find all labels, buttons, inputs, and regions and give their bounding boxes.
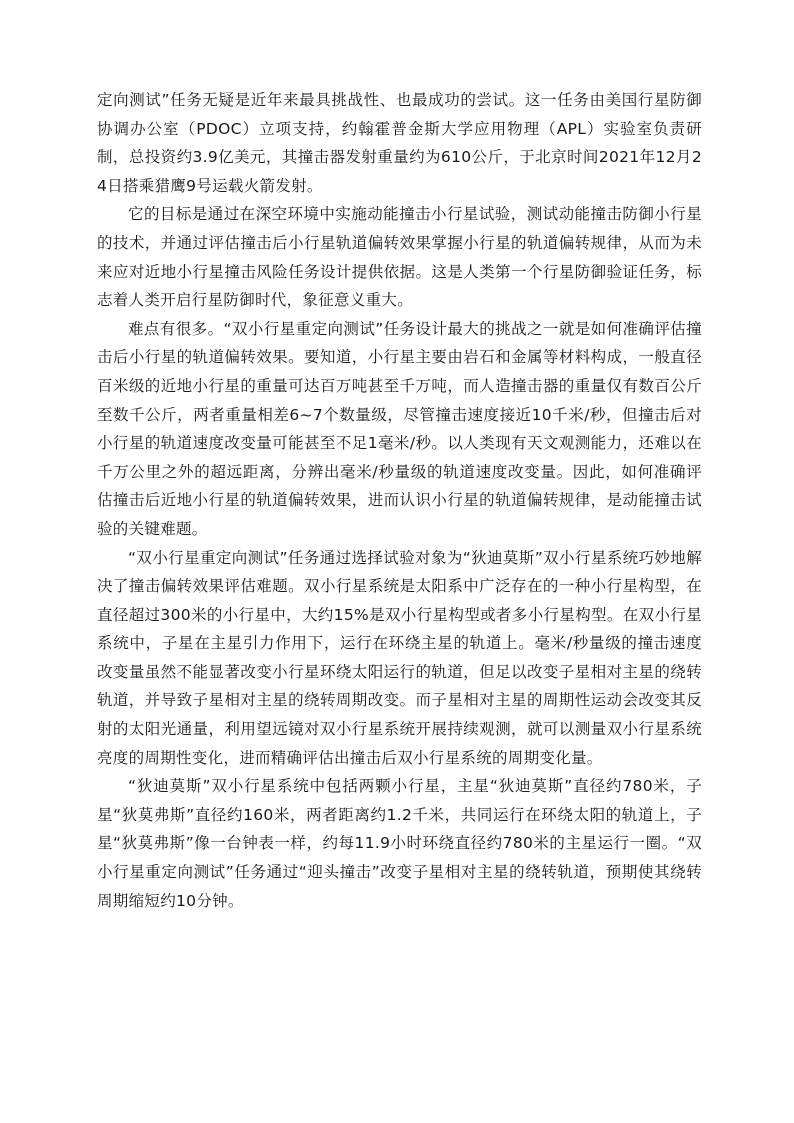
paragraph-mission-goal: 它的目标是通过在深空环境中实施动能撞击小行星试验，测试动能撞击防御小行星的技术，并通过评估撞击后小行星轨道偏转效果掌握小行星的轨道偏转规律，从而为未来应对近地小行星撞击风险任务设计提供依据。这是人类第一个行星防御验证任务，标志着人类开启行星防御时代，象征意义重大。: [97, 205, 702, 310]
paragraph-difficulties: 难点有很多。“双小行星重定向测试”任务设计最大的挑战之一就是如何准确评估撞击后小行星的轨道偏转效果。要知道，小行星主要由岩石和金属等材料构成，一般直径百米级的近地小行星的重量可达百万吨甚至千万吨，而人造撞击器的重量仅有数百公斤至数千公斤，两者重量相差6~7个数量级，尽管撞击速度接近10千米/秒，但撞击后对小行星的轨道速度改变量可能甚至不足1毫米/秒。以人类现有天文观测能力，还难以在千万公里之外的超远距离，分辨出毫米/秒量级的轨道速度改变量。因此，如何准确评估撞击后近地小行星的轨道偏转效果，进而认识小行星的轨道偏转规律，是动能撞击试验的关键难题。: [97, 319, 702, 538]
paragraph-didymos-system: “狄迪莫斯”双小行星系统中包括两颗小行星，主星“狄迪莫斯”直径约780米，子星“狄莫弗斯”直径约160米，两者距离约1.2千米，共同运行在环绕太阳的轨道上，子星“狄莫弗斯”像一台钟表一样，约每11.9小时环绕直径约780米的主星运行一圈。“双小行星重定向测试”任务通过“迎头撞击”改变子星相对主星的绕转轨道，预期使其绕转周期缩短约10分钟。: [97, 777, 702, 910]
paragraph-binary-solution: “双小行星重定向测试”任务通过选择试验对象为“狄迪莫斯”双小行星系统巧妙地解决了撞击偏转效果评估难题。双小行星系统是太阳系中广泛存在的一种小行星构型，在直径超过300米的小行星中，大约15%是双小行星构型或者多小行星构型。在双小行星系统中，子星在主星引力作用下，运行在环绕主星的轨道上。毫米/秒量级的撞击速度改变量虽然不能显著改变小行星环绕太阳运行的轨道，但足以改变子星相对主星的绕转轨道，并导致子星相对主星的绕转周期改变。而子星相对主星的周期性运动会改变其反射的太阳光通量，利用望远镜对双小行星系统开展持续观测，就可以测量双小行星系统亮度的周期性变化，进而精确评估出撞击后双小行星系统的周期变化量。: [97, 548, 702, 767]
paragraph-intro-continued: 定向测试”任务无疑是近年来最具挑战性、也最成功的尝试。这一任务由美国行星防御协调办公室（PDOC）立项支持，约翰霍普金斯大学应用物理（APL）实验室负责研制，总投资约3.9亿美元，其撞击器发射重量约为610公斤，于北京时间2021年12月24日搭乘猎鹰9号运载火箭发射。: [97, 91, 702, 195]
document-page: [97, 86, 702, 915]
